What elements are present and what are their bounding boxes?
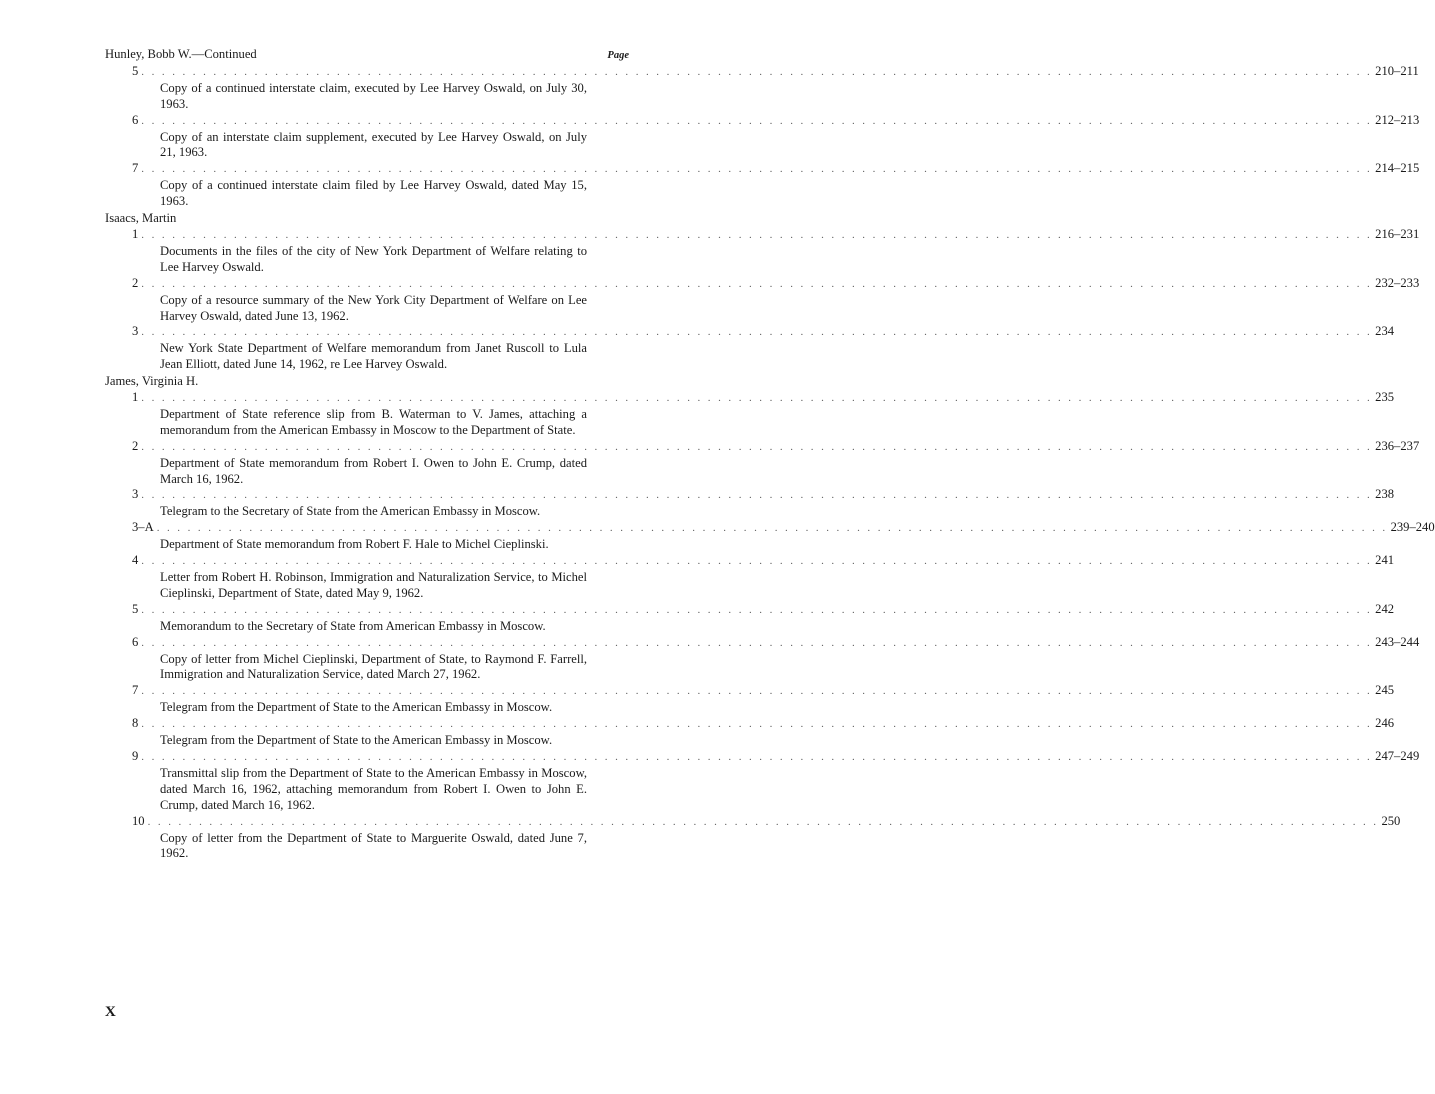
exhibit-number: 5 [132,601,139,616]
page-column-label: Page [607,50,629,61]
exhibit-entry [105,226,1420,276]
exhibit-pages: 242 [1375,601,1395,616]
witness-group [105,374,1435,862]
dot-leader: . . . . . . . . . . . . . . . . . . . . . . . . . . . . . . . . . . . . . . . . . . . . . . . . . . . . . . . . . . . . . . . . . . . . . . . . . . . . . . . . . . . . . . . . . . . . . . . . . . . . . . . . . . . . . . . . . . . . . . . . [141,555,1373,568]
exhibit-pages: 214–215 [1375,161,1420,176]
dot-leader: . . . . . . . . . . . . . . . . . . . . . . . . . . . . . . . . . . . . . . . . . . . . . . . . . . . . . . . . . . . . . . . . . . . . . . . . . . . . . . . . . . . . . . . . . . . . . . . . . . . . . . . . . . . . . . . . . . . . . . . . [141,603,1373,616]
exhibit-pages: 241 [1375,553,1395,568]
exhibit-number: 3 [132,487,139,502]
exhibit-description: Department of State memorandum from Robert F. Hale to Michel Cieplinski. [160,537,549,552]
exhibit-description: Department of State memorandum from Robert I. Owen to John E. Crump, dated March 16, 1962. [160,455,587,486]
exhibit-description: Telegram from the Department of State to the American Embassy in Moscow. [160,700,553,715]
exhibit-description: Copy of a continued interstate claim, executed by Lee Harvey Oswald, on July 30, 1963. [160,80,587,111]
exhibit-pages: 234 [1375,324,1395,339]
exhibit-entry [105,553,1395,602]
exhibit-pages: 250 [1381,813,1401,828]
exhibit-entry [105,601,1395,635]
index-groups [105,63,1435,862]
exhibit-number: 6 [132,634,139,649]
exhibit-entry [105,324,1395,373]
exhibit-line [132,634,1420,652]
dot-leader: . . . . . . . . . . . . . . . . . . . . . . . . . . . . . . . . . . . . . . . . . . . . . . . . . . . . . . . . . . . . . . . . . . . . . . . . . . . . . . . . . . . . . . . . . . . . . . . . . . . . . . . . . . . . . . . . . . . . . . . . [141,392,1373,405]
witness-group [105,211,1420,373]
exhibit-number: 4 [132,553,139,568]
exhibit-description: New York State Department of Welfare memorandum from Janet Ruscoll to Lula Jean Elliott, dated June 14, 1962, re Lee Harvey Oswald. [160,341,587,372]
exhibit-line [132,112,1420,130]
exhibit-pages: 238 [1375,487,1395,502]
exhibit-description: Documents in the files of the city of New York Department of Welfare relating to Lee Harvey Oswald. [160,243,587,274]
exhibit-entry [105,520,1435,553]
exhibit-entry [105,716,1395,749]
exhibit-pages: 236–237 [1375,438,1420,453]
exhibit-number: 3 [132,324,139,339]
exhibit-pages: 216–231 [1375,226,1420,241]
dot-leader: . . . . . . . . . . . . . . . . . . . . . . . . . . . . . . . . . . . . . . . . . . . . . . . . . . . . . . . . . . . . . . . . . . . . . . . . . . . . . . . . . . . . . . . . . . . . . . . . . . . . . . . . . . . . . . . . . . . . . . . . [141,718,1373,731]
dot-leader: . . . . . . . . . . . . . . . . . . . . . . . . . . . . . . . . . . . . . . . . . . . . . . . . . . . . . . . . . . . . . . . . . . . . . . . . . . . . . . . . . . . . . . . . . . . . . . . . . . . . . . . . . . . . . . . . . . . . . . . . [141,440,1373,453]
exhibit-pages: 235 [1375,390,1395,405]
exhibit-line [132,275,1420,293]
exhibit-description: Memorandum to the Secretary of State from American Embassy in Moscow. [160,618,546,633]
exhibit-number: 6 [132,112,139,127]
page-number: X [105,1004,116,1020]
witness-name: Isaacs, Martin [105,211,177,226]
exhibit-pages: 232–233 [1375,275,1420,290]
exhibit-line [132,438,1420,456]
continued-heading: Hunley, Bobb W.—Continued [105,47,257,61]
exhibit-line [132,813,1401,831]
exhibit-entry [105,63,1419,113]
exhibit-pages: 247–249 [1375,748,1420,763]
exhibit-pages: 246 [1375,716,1395,731]
exhibit-description: Copy of letter from the Department of State to Marguerite Oswald, dated June 7, 1962. [160,830,587,861]
exhibit-index [105,47,1435,862]
exhibit-number: 2 [132,438,139,453]
dot-leader: . . . . . . . . . . . . . . . . . . . . . . . . . . . . . . . . . . . . . . . . . . . . . . . . . . . . . . . . . . . . . . . . . . . . . . . . . . . . . . . . . . . . . . . . . . . . . . . . . . . . . . . . . . . . . . . . . . . . . . . . [141,489,1373,502]
exhibit-number: 7 [132,161,139,176]
exhibit-description: Letter from Robert H. Robinson, Immigration and Naturalization Service, to Michel Cieplinski, Department of State, dated May 9, 1962. [160,570,587,600]
dot-leader: . . . . . . . . . . . . . . . . . . . . . . . . . . . . . . . . . . . . . . . . . . . . . . . . . . . . . . . . . . . . . . . . . . . . . . . . . . . . . . . . . . . . . . . . . . . . . . . . . . . . . . . . . . . . . . . . . . . . . . . . [156,522,1388,535]
exhibit-entry [105,813,1401,863]
exhibit-line [132,487,1395,504]
exhibit-entry [105,112,1420,162]
exhibit-description: Telegram to the Secretary of State from the American Embassy in Moscow. [160,504,541,519]
exhibit-number: 3–A [132,520,154,535]
exhibit-number: 7 [132,683,139,698]
exhibit-number: 1 [132,226,139,241]
dot-leader: . . . . . . . . . . . . . . . . . . . . . . . . . . . . . . . . . . . . . . . . . . . . . . . . . . . . . . . . . . . . . . . . . . . . . . . . . . . . . . . . . . . . . . . . . . . . . . . . . . . . . . . . . . . . . . . . . . . . . . . . [141,65,1373,78]
dot-leader: . . . . . . . . . . . . . . . . . . . . . . . . . . . . . . . . . . . . . . . . . . . . . . . . . . . . . . . . . . . . . . . . . . . . . . . . . . . . . . . . . . . . . . . . . . . . . . . . . . . . . . . . . . . . . . . . . . . . . . . . [141,163,1373,176]
exhibit-line [132,601,1395,619]
exhibit-description: Copy of a continued interstate claim filed by Lee Harvey Oswald, dated May 15, 1963. [160,178,587,209]
exhibit-entry [105,438,1420,488]
exhibit-line [132,520,1435,537]
exhibit-line [132,390,1395,407]
exhibit-description: Copy of a resource summary of the New York City Department of Welfare on Lee Harvey Oswald, dated June 13, 1962. [160,292,587,323]
exhibit-line [132,716,1395,733]
exhibit-line [132,161,1420,178]
exhibit-description: Copy of an interstate claim supplement, executed by Lee Harvey Oswald, on July 21, 1963. [160,129,587,160]
exhibit-entry [105,161,1420,210]
exhibit-line [132,63,1419,81]
exhibit-entry [105,683,1395,716]
exhibit-pages: 212–213 [1375,112,1420,127]
dot-leader: . . . . . . . . . . . . . . . . . . . . . . . . . . . . . . . . . . . . . . . . . . . . . . . . . . . . . . . . . . . . . . . . . . . . . . . . . . . . . . . . . . . . . . . . . . . . . . . . . . . . . . . . . . . . . . . . . . . . . . . . [141,636,1373,649]
exhibit-description: Department of State reference slip from B. Waterman to V. James, attaching a memorandum from the American Embassy in Moscow to the Department of State. [160,406,587,437]
exhibit-number: 1 [132,390,139,405]
exhibit-line [132,683,1395,700]
exhibit-description: Transmittal slip from the Department of State to the American Embassy in Moscow, dated March 16, 1962, attaching memorandum from Robert I. Owen to John E. Crump, dated March 16, 1962. [160,765,587,812]
witness-name: James, Virginia H. [105,374,199,389]
dot-leader: . . . . . . . . . . . . . . . . . . . . . . . . . . . . . . . . . . . . . . . . . . . . . . . . . . . . . . . . . . . . . . . . . . . . . . . . . . . . . . . . . . . . . . . . . . . . . . . . . . . . . . . . . . . . . . . . . . . . . . . . [141,685,1373,698]
exhibit-number: 8 [132,716,139,731]
exhibit-pages: 245 [1375,683,1395,698]
exhibit-description: Copy of letter from Michel Cieplinski, Department of State, to Raymond F. Farrell, Immigration and Naturalization Service, dated March 27, 1962. [160,651,587,682]
dot-leader: . . . . . . . . . . . . . . . . . . . . . . . . . . . . . . . . . . . . . . . . . . . . . . . . . . . . . . . . . . . . . . . . . . . . . . . . . . . . . . . . . . . . . . . . . . . . . . . . . . . . . . . . . . . . . . . . . . . . . . . . [141,228,1373,241]
exhibit-entry [105,390,1395,439]
exhibit-line [132,748,1420,766]
exhibit-entry [105,748,1420,814]
dot-leader: . . . . . . . . . . . . . . . . . . . . . . . . . . . . . . . . . . . . . . . . . . . . . . . . . . . . . . . . . . . . . . . . . . . . . . . . . . . . . . . . . . . . . . . . . . . . . . . . . . . . . . . . . . . . . . . . . . . . . . . . [147,815,1379,828]
exhibit-line [132,553,1395,570]
exhibit-line [132,324,1395,341]
exhibit-number: 2 [132,275,139,290]
dot-leader: . . . . . . . . . . . . . . . . . . . . . . . . . . . . . . . . . . . . . . . . . . . . . . . . . . . . . . . . . . . . . . . . . . . . . . . . . . . . . . . . . . . . . . . . . . . . . . . . . . . . . . . . . . . . . . . . . . . . . . . . [141,277,1373,290]
dot-leader: . . . . . . . . . . . . . . . . . . . . . . . . . . . . . . . . . . . . . . . . . . . . . . . . . . . . . . . . . . . . . . . . . . . . . . . . . . . . . . . . . . . . . . . . . . . . . . . . . . . . . . . . . . . . . . . . . . . . . . . . [141,114,1373,127]
exhibit-number: 10 [132,813,145,828]
exhibit-pages: 210–211 [1375,63,1419,78]
exhibit-entry [105,487,1395,520]
witness-group [105,63,1420,210]
exhibit-entry [105,275,1420,325]
exhibit-line [132,226,1420,244]
dot-leader: . . . . . . . . . . . . . . . . . . . . . . . . . . . . . . . . . . . . . . . . . . . . . . . . . . . . . . . . . . . . . . . . . . . . . . . . . . . . . . . . . . . . . . . . . . . . . . . . . . . . . . . . . . . . . . . . . . . . . . . . [141,750,1373,763]
dot-leader: . . . . . . . . . . . . . . . . . . . . . . . . . . . . . . . . . . . . . . . . . . . . . . . . . . . . . . . . . . . . . . . . . . . . . . . . . . . . . . . . . . . . . . . . . . . . . . . . . . . . . . . . . . . . . . . . . . . . . . . . [141,326,1373,339]
exhibit-description: Telegram from the Department of State to the American Embassy in Moscow. [160,733,553,748]
exhibit-number: 5 [132,63,139,78]
running-header [105,47,629,64]
exhibit-pages: 239–240 [1390,520,1435,535]
exhibit-pages: 243–244 [1375,634,1420,649]
exhibit-number: 9 [132,748,139,763]
exhibit-entry [105,634,1420,684]
